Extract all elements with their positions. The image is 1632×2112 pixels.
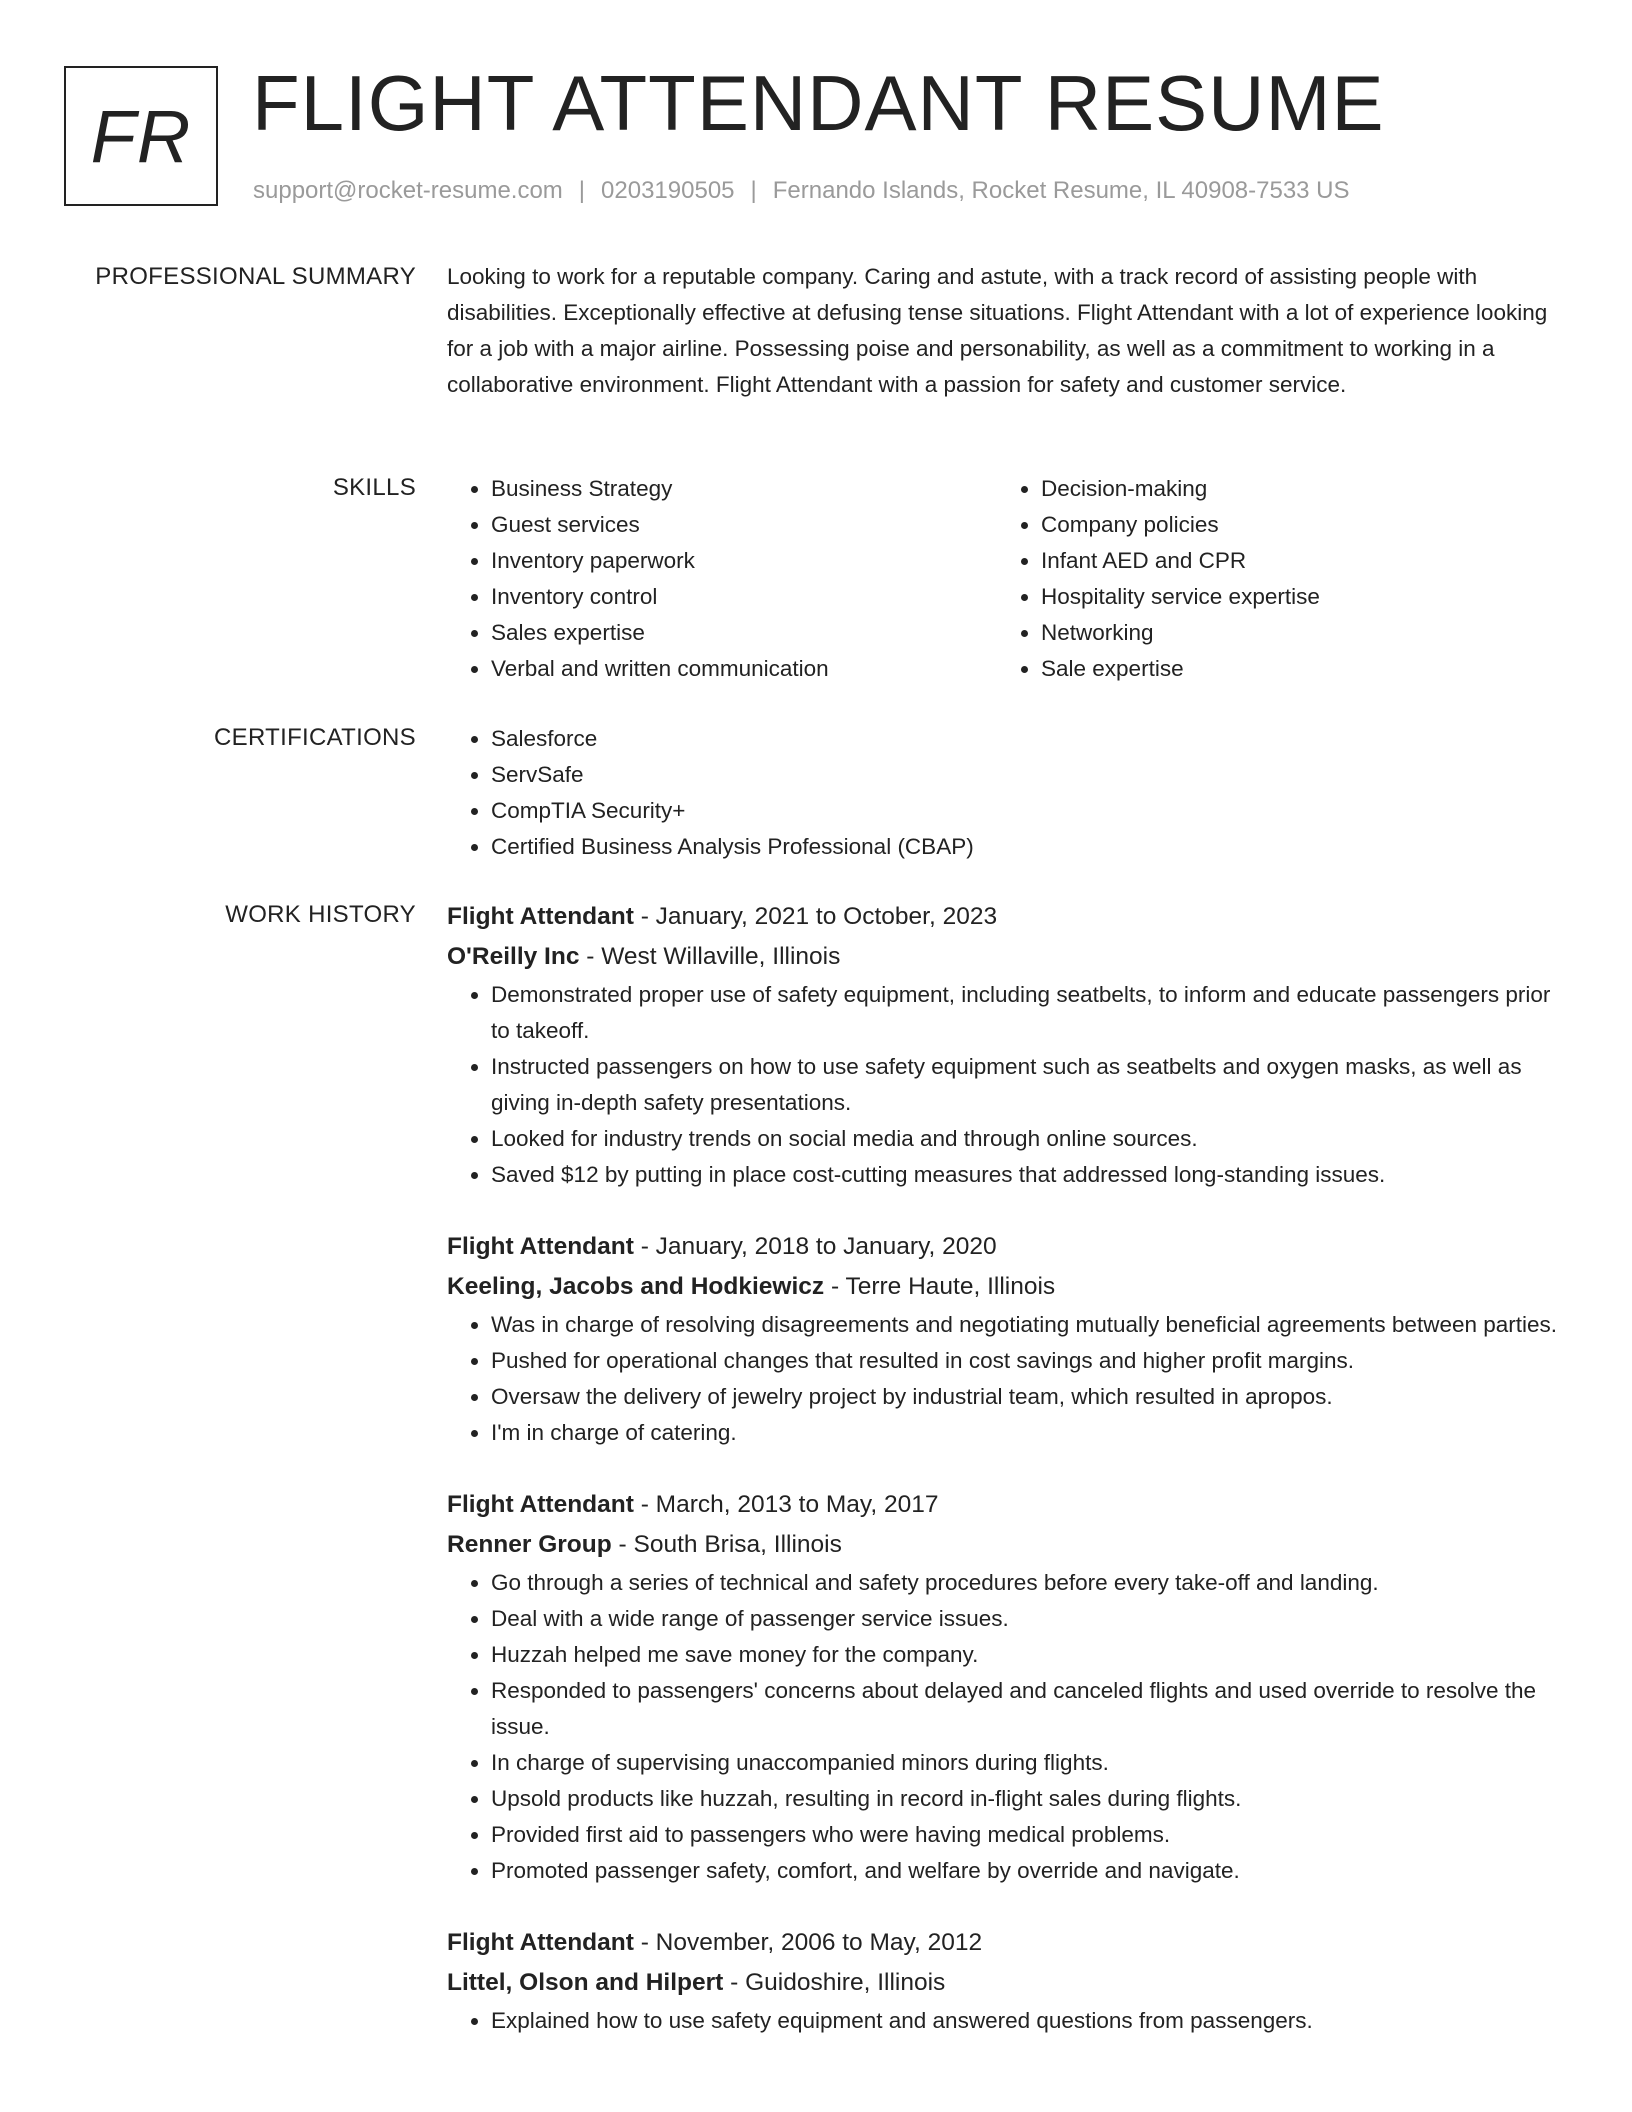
summary-text: Looking to work for a reputable company. Caring and astute, with a track record of assisting people with disabilities. Exceptionally effective at defusing tense situations. Flight Attendant with a lot of experience looking for a job with a major airline. Possessing poise and personability, as well as a commitment to working in a collaborative environment. Flight Attendant with a passion for safety and customer service. bbox=[447, 264, 1548, 397]
job-company-line bbox=[447, 1525, 1567, 1565]
list-item: • Pushed for operational changes that resulted in cost savings and higher profit margins. bbox=[491, 1343, 1567, 1379]
job-title: Flight Attendant bbox=[447, 903, 634, 930]
skills-list-1 bbox=[447, 471, 997, 687]
list-item: • Explained how to use safety equipment and answered questions from passengers. bbox=[491, 2003, 1567, 2039]
job-location: - Terre Haute, Illinois bbox=[824, 1273, 1056, 1300]
list-item: • Responded to passengers' concerns about delayed and canceled flights and used override to resolve the issue. bbox=[491, 1673, 1567, 1745]
job-dates: - January, 2018 to January, 2020 bbox=[633, 1233, 997, 1260]
job-bullets bbox=[447, 1307, 1567, 1451]
job-title-line bbox=[447, 1227, 1567, 1267]
skills-grid bbox=[447, 471, 1567, 687]
list-item: • Sale expertise bbox=[1041, 651, 1547, 687]
monogram-logo bbox=[64, 66, 218, 206]
list-item: • In charge of supervising unaccompanied minors during flights. bbox=[491, 1745, 1567, 1781]
list-item: • Salesforce bbox=[491, 721, 1567, 757]
job-bullets bbox=[447, 977, 1567, 1193]
job-entry bbox=[447, 1923, 1567, 2039]
list-item: • Networking bbox=[1041, 615, 1547, 651]
list-item: • Promoted passenger safety, comfort, and welfare by override and navigate. bbox=[491, 1853, 1567, 1889]
list-item: • Guest services bbox=[491, 507, 997, 543]
work-history-body bbox=[447, 897, 1567, 2073]
contact-separator: | bbox=[750, 177, 757, 204]
list-item: • Oversaw the delivery of jewelry project by industrial team, which resulted in apropos. bbox=[491, 1379, 1567, 1415]
certifications-label: CERTIFICATIONS bbox=[214, 724, 416, 751]
list-item: • Saved $12 by putting in place cost-cutting measures that addressed long-standing issues. bbox=[491, 1157, 1567, 1193]
list-item: • Upsold products like huzzah, resulting in record in-flight sales during flights. bbox=[491, 1781, 1567, 1817]
summary-label: PROFESSIONAL SUMMARY bbox=[95, 263, 416, 290]
list-item: • Company policies bbox=[1041, 507, 1547, 543]
list-item: • Go through a series of technical and safety procedures before every take-off and landing. bbox=[491, 1565, 1567, 1601]
job-bullets bbox=[447, 2003, 1567, 2039]
list-item: • Inventory paperwork bbox=[491, 543, 997, 579]
list-item: • ServSafe bbox=[491, 757, 1567, 793]
list-item: • Deal with a wide range of passenger service issues. bbox=[491, 1601, 1567, 1637]
list-item: • Sales expertise bbox=[491, 615, 997, 651]
job-dates: - November, 2006 to May, 2012 bbox=[633, 1929, 983, 1956]
contact-separator: | bbox=[578, 177, 586, 204]
list-item: • Hospitality service expertise bbox=[1041, 579, 1547, 615]
job-title-line bbox=[447, 1923, 1567, 1963]
contact-address: Fernando Islands, Rocket Resume, IL 40908-7533 US bbox=[772, 177, 1350, 204]
job-company-line bbox=[447, 1267, 1567, 1307]
job-entry bbox=[447, 1227, 1567, 1451]
certifications-list bbox=[447, 721, 1567, 865]
list-item: • Provided first aid to passengers who were having medical problems. bbox=[491, 1817, 1567, 1853]
job-location: - West Willaville, Illinois bbox=[579, 943, 841, 970]
skills-label: SKILLS bbox=[332, 474, 416, 501]
job-dates: - January, 2021 to October, 2023 bbox=[633, 903, 998, 930]
certifications-body bbox=[447, 721, 1567, 865]
job-company: Renner Group bbox=[447, 1531, 612, 1558]
job-company: Keeling, Jacobs and Hodkiewicz bbox=[447, 1273, 825, 1300]
job-location: - Guidoshire, Illinois bbox=[723, 1969, 946, 1996]
job-title-line bbox=[447, 1485, 1567, 1525]
monogram-text: FR bbox=[90, 94, 192, 178]
job-company: Littel, Olson and Hilpert bbox=[447, 1969, 724, 1996]
job-title: Flight Attendant bbox=[447, 1233, 634, 1260]
contact-phone: 0203190505 bbox=[601, 177, 735, 204]
job-title-line bbox=[447, 897, 1567, 937]
contact-line bbox=[253, 174, 1350, 208]
page-title: FLIGHT ATTENDANT RESUME bbox=[252, 59, 1385, 147]
skills-body bbox=[447, 471, 1567, 687]
list-item: • Decision-making bbox=[1041, 471, 1547, 507]
contact-email: support@rocket-resume.com bbox=[253, 177, 563, 204]
list-item: • Looked for industry trends on social media and through online sources. bbox=[491, 1121, 1567, 1157]
list-item: • I'm in charge of catering. bbox=[491, 1415, 1567, 1451]
job-title: Flight Attendant bbox=[447, 1491, 634, 1518]
job-entry bbox=[447, 897, 1567, 1193]
job-company-line bbox=[447, 937, 1567, 977]
list-item: • Was in charge of resolving disagreements and negotiating mutually beneficial agreements between parties. bbox=[491, 1307, 1567, 1343]
list-item: • Verbal and written communication bbox=[491, 651, 997, 687]
list-item: • Huzzah helped me save money for the company. bbox=[491, 1637, 1567, 1673]
work-history-label: WORK HISTORY bbox=[225, 901, 416, 928]
list-item: • Business Strategy bbox=[491, 471, 997, 507]
skills-list-2 bbox=[997, 471, 1547, 687]
skills-column-2 bbox=[997, 471, 1547, 687]
list-item: • CompTIA Security+ bbox=[491, 793, 1567, 829]
job-dates: - March, 2013 to May, 2017 bbox=[633, 1491, 939, 1518]
job-company: O'Reilly Inc bbox=[447, 943, 580, 970]
list-item: • Inventory control bbox=[491, 579, 997, 615]
job-company-line bbox=[447, 1963, 1567, 2003]
skills-column-1 bbox=[447, 471, 997, 687]
job-location: - South Brisa, Illinois bbox=[611, 1531, 842, 1558]
summary-body bbox=[447, 259, 1567, 403]
list-item: • Demonstrated proper use of safety equipment, including seatbelts, to inform and educate passengers prior to takeoff. bbox=[491, 977, 1567, 1049]
job-bullets bbox=[447, 1565, 1567, 1889]
list-item: • Instructed passengers on how to use safety equipment such as seatbelts and oxygen masks, as well as giving in-depth safety presentations. bbox=[491, 1049, 1567, 1121]
list-item: • Certified Business Analysis Professional (CBAP) bbox=[491, 829, 1567, 865]
job-entry bbox=[447, 1485, 1567, 1889]
list-item: • Infant AED and CPR bbox=[1041, 543, 1547, 579]
job-title: Flight Attendant bbox=[447, 1929, 634, 1956]
